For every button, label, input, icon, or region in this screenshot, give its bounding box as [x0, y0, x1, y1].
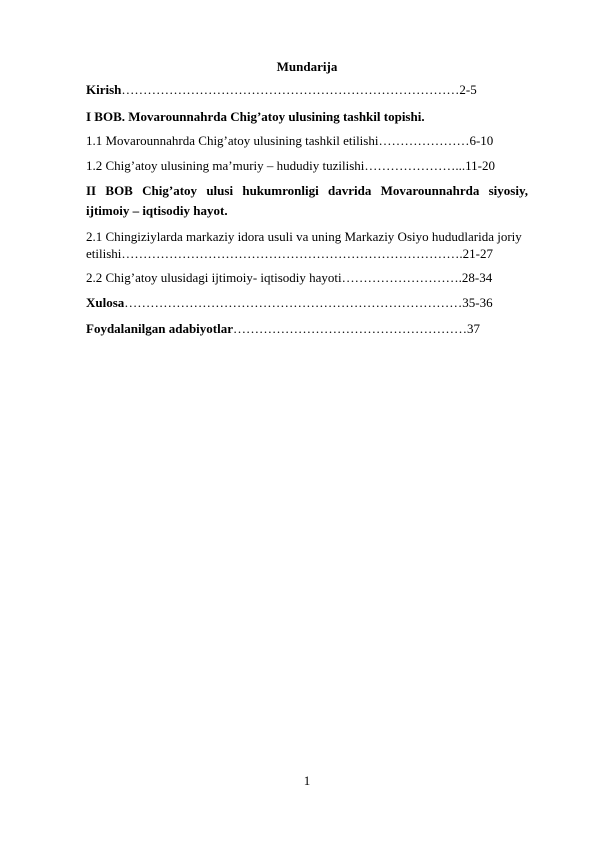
toc-page-range: 11-20 — [465, 158, 496, 173]
toc-page-range: 21-27 — [462, 246, 493, 261]
toc-leader: …………………………………………………………………… — [124, 295, 463, 310]
toc-page-range: 6-10 — [469, 133, 494, 148]
document-page — [86, 0, 528, 842]
toc-leader: …………………... — [364, 158, 466, 173]
toc-entry-text: 1.1 Movarounnahrda Chig’atoy ulusining tashkil etilishi — [86, 133, 379, 148]
toc-entry-kirish — [86, 80, 477, 100]
toc-entry-adabiyotlar — [86, 319, 480, 339]
toc-entry-2-2 — [86, 268, 492, 288]
toc-entry-2-1-line2 — [86, 244, 493, 264]
toc-entry-1-1 — [86, 131, 493, 151]
toc-entry-label: Kirish — [86, 82, 122, 97]
toc-entry-1-2 — [86, 156, 495, 176]
toc-leader: ………………… — [378, 133, 470, 148]
toc-leader: ……………………………………………………………………. — [121, 246, 463, 261]
toc-page-range: 2-5 — [459, 82, 477, 97]
toc-chapter-1-heading: I BOB. Movarounnahrda Chig’atoy ulusining tashkil topishi. — [86, 109, 425, 124]
toc-title: Mundarija — [276, 59, 338, 74]
toc-entry-label: Xulosa — [86, 295, 125, 310]
toc-leader: ………………………. — [341, 270, 462, 285]
page-number: 1 — [303, 773, 311, 788]
toc-entry-xulosa — [86, 293, 493, 313]
toc-entry-text: 2.2 Chig’atoy ulusidagi ijtimoiy- iqtisodiy hayoti — [86, 270, 342, 285]
toc-entry-text: etilishi — [86, 246, 122, 261]
toc-entry-2-1-line1: 2.1 Chingiziylarda markaziy idora usuli va uning Markaziy Osiyo hududlarida joriy — [86, 229, 522, 244]
toc-page-range: 37 — [467, 321, 480, 336]
toc-leader: ……………………………………………… — [233, 321, 467, 336]
toc-entry-label: Foydalanilgan adabiyotlar — [86, 321, 233, 336]
toc-entry-text: 1.2 Chig’atoy ulusining ma’muriy – hududiy tuzilishi — [86, 158, 365, 173]
toc-page-range: 28-34 — [461, 270, 493, 285]
toc-page-range: 35-36 — [462, 295, 493, 310]
toc-chapter-2-heading: II BOB Chig’atoy ulusi hukumronligi davrida Movarounnahrda siyosiy, ijtimoiy – iqtisodiy hayot. — [86, 183, 528, 218]
toc-leader: …………………………………………………………………… — [121, 82, 460, 97]
